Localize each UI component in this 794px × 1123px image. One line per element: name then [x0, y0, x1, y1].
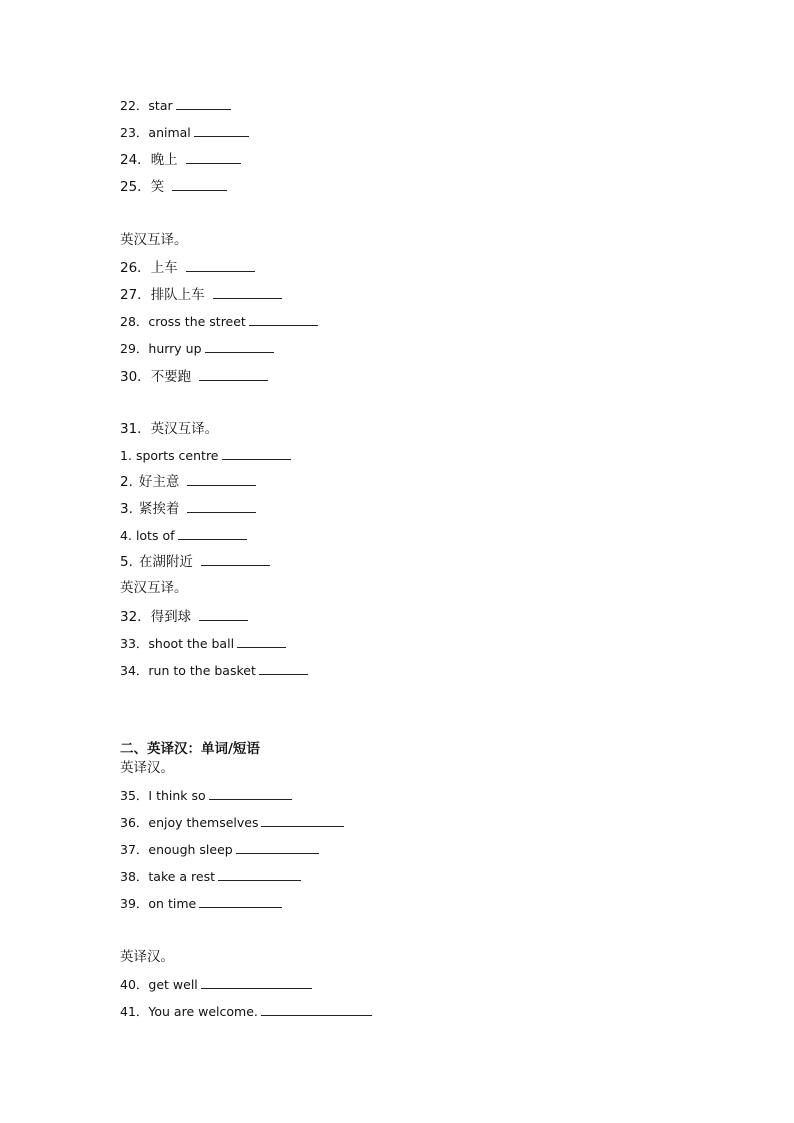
- group-heading: 英译汉。: [120, 760, 174, 776]
- question-text: hurry up: [148, 341, 202, 356]
- question-number: 37．: [120, 842, 149, 857]
- question-number: 27．: [120, 287, 151, 303]
- sub-question-4: [120, 527, 247, 544]
- question-number: 32．: [120, 609, 151, 625]
- question-text: run to the basket: [148, 663, 256, 678]
- question-text: star: [148, 98, 173, 113]
- question-number: 4.: [120, 528, 132, 543]
- question-number: 2.: [120, 474, 133, 490]
- question-30: [120, 368, 268, 385]
- question-37: [120, 841, 319, 858]
- answer-blank[interactable]: [199, 895, 282, 908]
- question-35: [120, 787, 292, 804]
- question-number: 40．: [120, 977, 149, 992]
- answer-blank[interactable]: [187, 500, 256, 513]
- question-32: [120, 608, 248, 625]
- answer-blank[interactable]: [201, 553, 270, 566]
- question-text: 笑: [150, 179, 165, 195]
- question-number: 30．: [120, 369, 151, 385]
- question-22: [120, 97, 231, 114]
- answer-blank[interactable]: [259, 662, 308, 675]
- answer-blank[interactable]: [178, 527, 247, 540]
- question-number: 41．: [120, 1004, 149, 1019]
- answer-blank[interactable]: [218, 868, 301, 881]
- question-text: animal: [148, 125, 191, 140]
- question-text: 晚上: [150, 152, 178, 168]
- question-number: 36．: [120, 815, 149, 830]
- question-24: [120, 151, 241, 168]
- group-heading: 英汉互译。: [120, 232, 188, 248]
- group-heading: 英译汉。: [120, 949, 174, 965]
- question-text: sports centre: [135, 448, 219, 463]
- question-number: 5.: [120, 554, 133, 570]
- question-text: 得到球: [150, 609, 192, 625]
- answer-blank[interactable]: [176, 97, 231, 110]
- question-39: [120, 895, 282, 912]
- question-text: 紧挨着: [138, 501, 180, 517]
- question-number: 34．: [120, 663, 149, 678]
- sub-question-5: [120, 553, 270, 570]
- answer-blank[interactable]: [213, 286, 282, 299]
- answer-blank[interactable]: [172, 178, 227, 191]
- sub-question-2: [120, 473, 256, 490]
- question-text: shoot the ball: [148, 636, 235, 651]
- answer-blank[interactable]: [186, 259, 255, 272]
- question-23: [120, 124, 249, 141]
- question-number: 1.: [120, 448, 132, 463]
- question-text: 好主意: [138, 474, 180, 490]
- question-36: [120, 814, 344, 831]
- answer-blank[interactable]: [205, 340, 274, 353]
- question-number: 38．: [120, 869, 149, 884]
- question-text: 排队上车: [150, 287, 205, 303]
- section-title: 二、英译汉：单词/短语: [120, 741, 260, 757]
- answer-blank[interactable]: [209, 787, 292, 800]
- question-number: 26．: [120, 260, 151, 276]
- sub-question-1: [120, 447, 291, 464]
- question-number: 33．: [120, 636, 149, 651]
- question-34: [120, 662, 308, 679]
- question-number: 39．: [120, 896, 149, 911]
- question-number: 24．: [120, 152, 151, 168]
- question-number: 35．: [120, 788, 149, 803]
- answer-blank[interactable]: [249, 313, 318, 326]
- question-41: [120, 1003, 372, 1020]
- question-33: [120, 635, 286, 652]
- answer-blank[interactable]: [237, 635, 286, 648]
- question-27: [120, 286, 282, 303]
- answer-blank[interactable]: [186, 151, 241, 164]
- question-text: take a rest: [148, 869, 216, 884]
- answer-blank[interactable]: [222, 447, 291, 460]
- answer-blank[interactable]: [194, 124, 249, 137]
- question-text: get well: [148, 977, 198, 992]
- question-text: 上车: [150, 260, 178, 276]
- question-number: 25．: [120, 179, 151, 195]
- question-29: [120, 340, 274, 357]
- question-28: [120, 313, 318, 330]
- question-text: 在湖附近: [138, 554, 193, 570]
- question-number: 23．: [120, 125, 149, 140]
- question-31-heading: 31．英汉互译。: [120, 421, 219, 437]
- question-text: enough sleep: [148, 842, 233, 857]
- question-text: I think so: [148, 788, 206, 803]
- sub-question-3: [120, 500, 256, 517]
- answer-blank[interactable]: [236, 841, 319, 854]
- answer-blank[interactable]: [187, 473, 256, 486]
- answer-blank[interactable]: [261, 814, 344, 827]
- group-heading: 英汉互译。: [120, 580, 188, 596]
- question-26: [120, 259, 255, 276]
- question-number: 29．: [120, 341, 149, 356]
- question-text: on time: [148, 896, 197, 911]
- question-text: enjoy themselves: [148, 815, 259, 830]
- question-text: lots of: [135, 528, 175, 543]
- question-number: 3.: [120, 501, 133, 517]
- answer-blank[interactable]: [199, 608, 248, 621]
- question-38: [120, 868, 301, 885]
- answer-blank[interactable]: [199, 368, 268, 381]
- question-40: [120, 976, 312, 993]
- question-text: 不要跑: [150, 369, 192, 385]
- question-25: [120, 178, 227, 195]
- question-number: 28．: [120, 314, 149, 329]
- question-text: cross the street: [148, 314, 246, 329]
- answer-blank[interactable]: [201, 976, 312, 989]
- question-number: 22．: [120, 98, 149, 113]
- question-text: You are welcome.: [148, 1004, 258, 1019]
- answer-blank[interactable]: [261, 1003, 372, 1016]
